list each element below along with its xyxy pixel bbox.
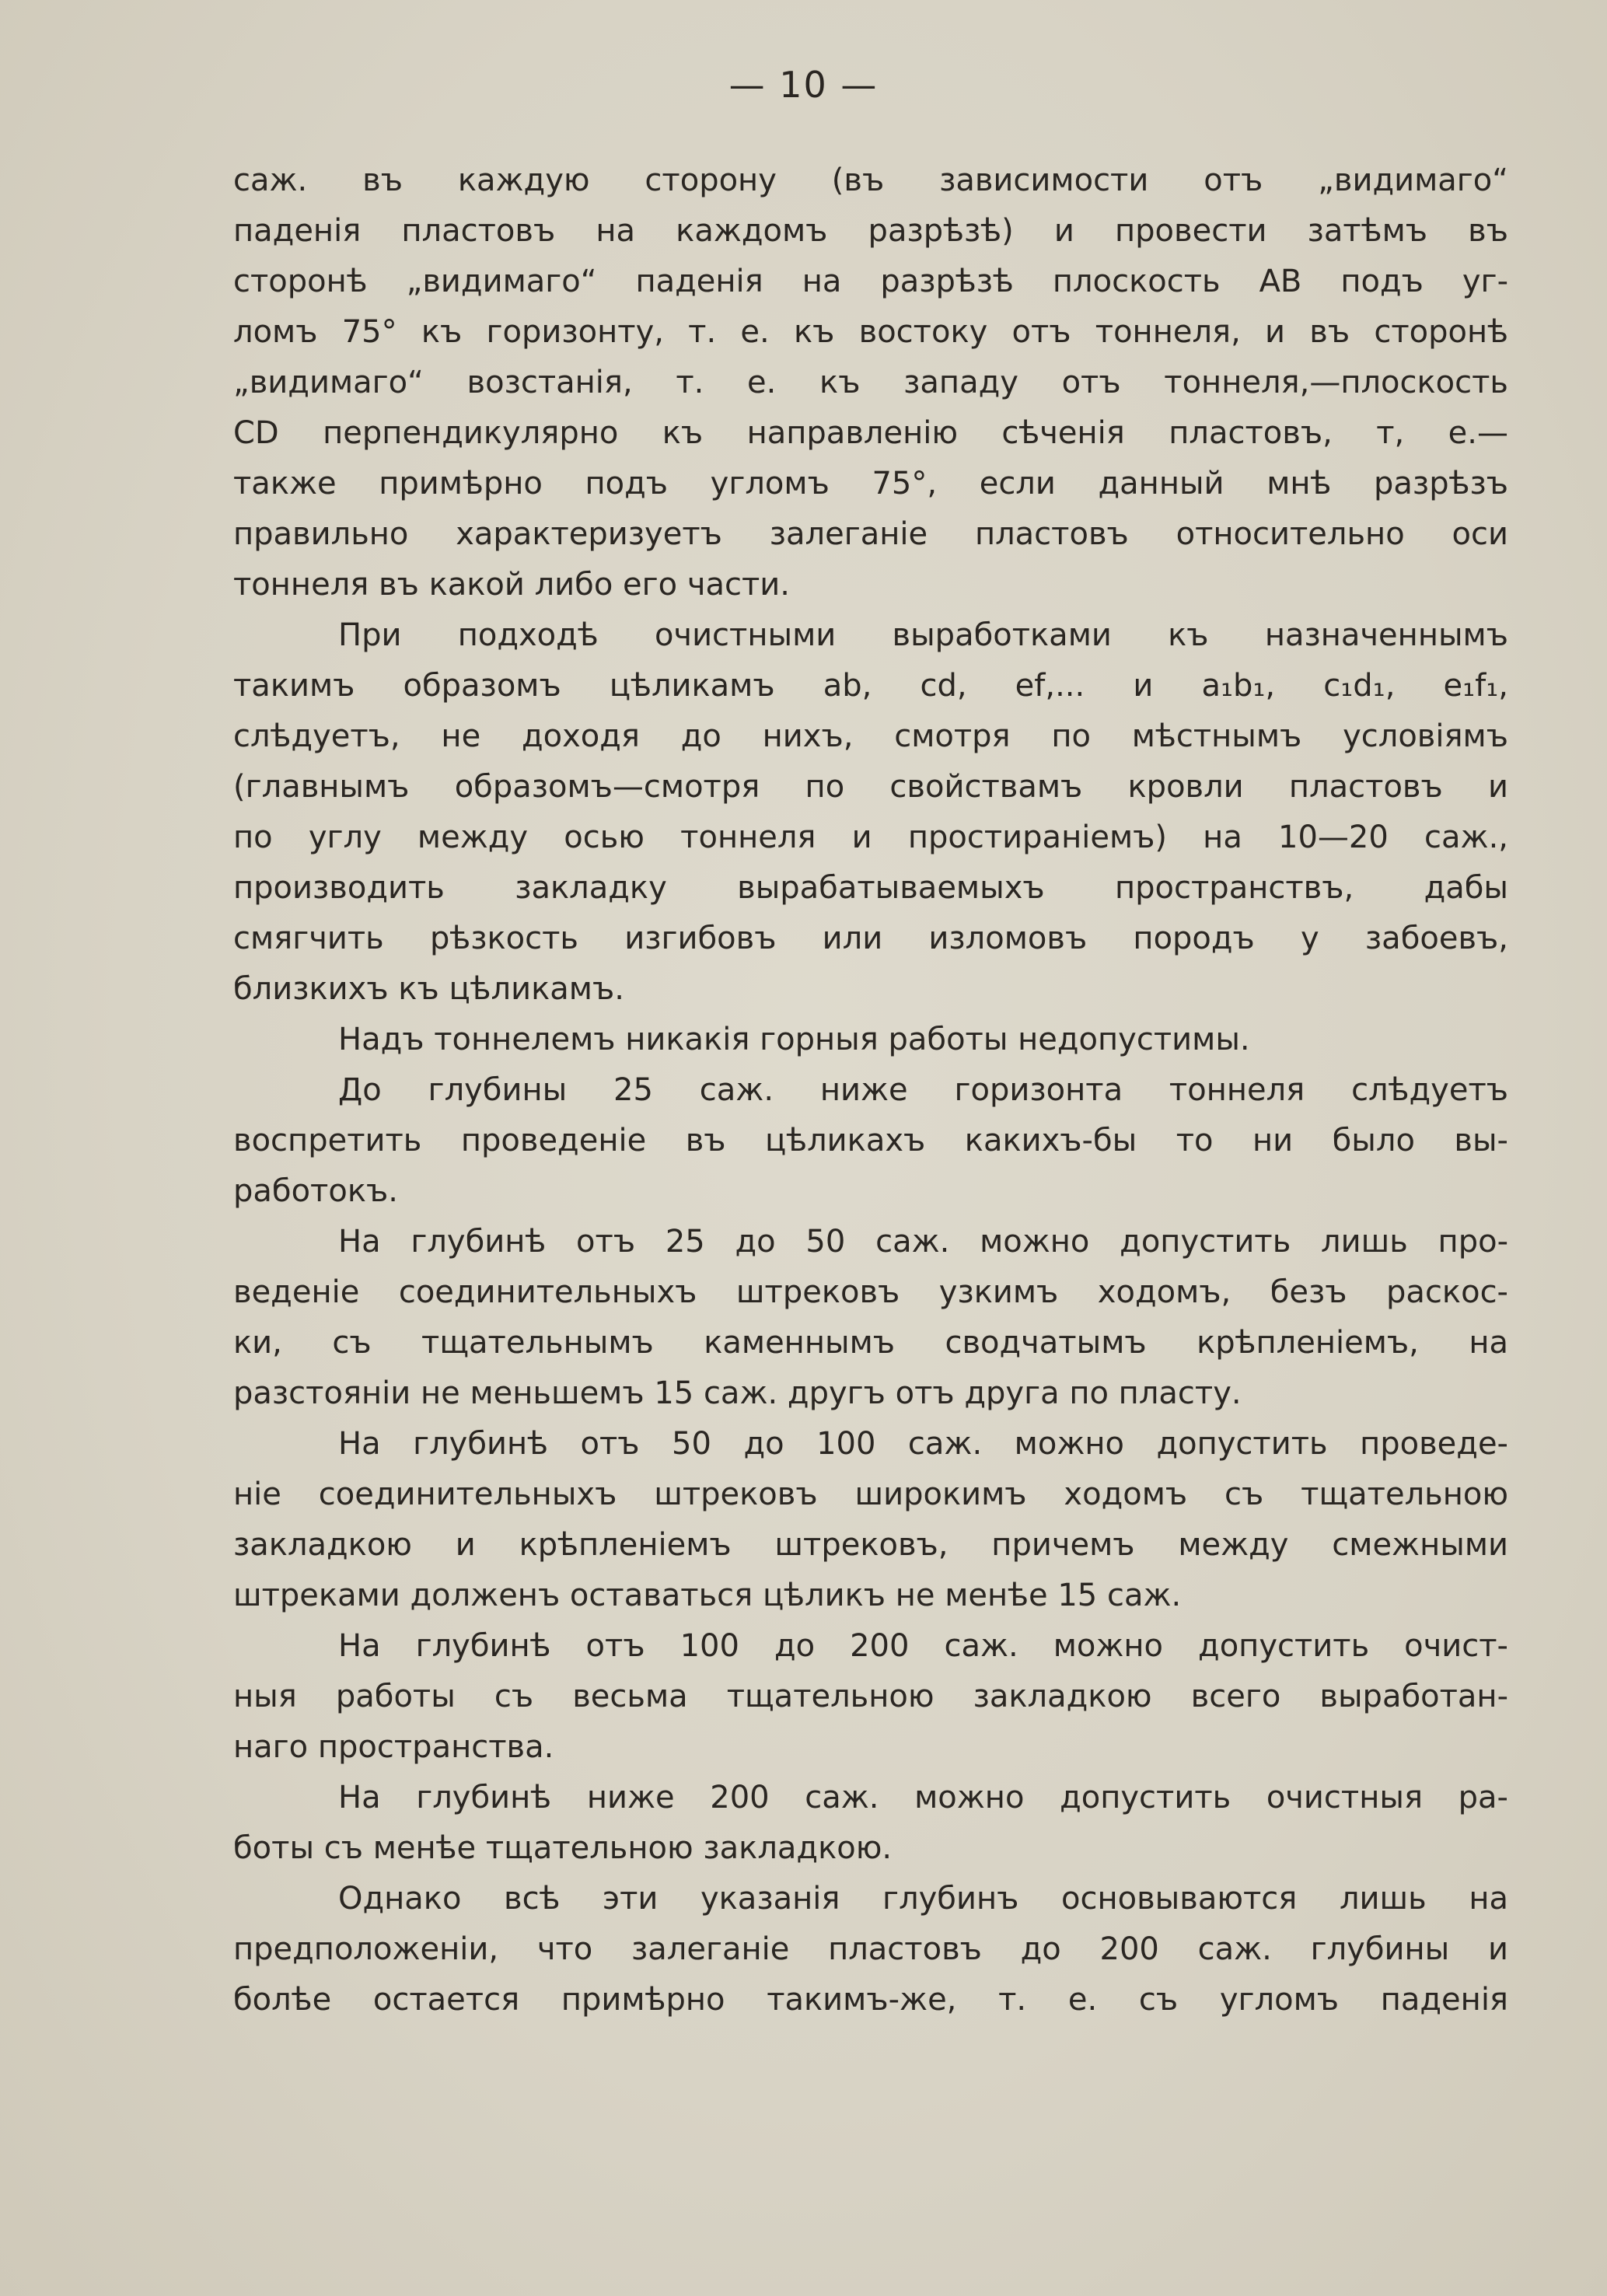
text-line: также примѣрно подъ угломъ 75°, если данный мнѣ разрѣзъ xyxy=(233,466,1508,501)
text-line: близкихъ къ цѣликамъ. xyxy=(233,971,624,1007)
text-line: веденіе соединительныхъ штрековъ узкимъ ходомъ, безъ раскос- xyxy=(233,1274,1508,1310)
text-line: Надъ тоннелемъ никакія горныя работы недопустимы. xyxy=(338,1022,1250,1057)
text-line: смягчить рѣзкость изгибовъ или изломовъ породъ у забоевъ, xyxy=(233,921,1508,956)
text-line: CD перпендикулярно къ направленію сѣченія пластовъ, т, е.— xyxy=(233,415,1508,451)
text-line: До глубины 25 саж. ниже горизонта тоннеля слѣдуетъ xyxy=(338,1072,1508,1108)
text-line: При подходѣ очистными выработками къ назначеннымъ xyxy=(338,617,1508,653)
page-number: — 10 — xyxy=(728,64,879,106)
text-line: ніе соединительныхъ штрековъ широкимъ ходомъ съ тщательною xyxy=(233,1476,1508,1512)
text-line: работокъ. xyxy=(233,1173,398,1209)
text-line: ныя работы съ весьма тщательною закладкою всего выработан- xyxy=(233,1679,1508,1714)
text-line: производить закладку вырабатываемыхъ пространствъ, дабы xyxy=(233,870,1508,906)
text-line: правильно характеризуетъ залеганіе пластовъ относительно оси xyxy=(233,516,1508,552)
text-line: наго пространства. xyxy=(233,1729,554,1765)
text-line: паденія пластовъ на каждомъ разрѣзѣ) и провести затѣмъ въ xyxy=(233,213,1508,249)
text-line: На глубинѣ ниже 200 саж. можно допустить очистныя ра- xyxy=(338,1780,1508,1815)
text-line: саж. въ каждую сторону (въ зависимости отъ „видимаго“ xyxy=(233,163,1508,198)
text-line: ки, съ тщательнымъ каменнымъ сводчатымъ крѣпленіемъ, на xyxy=(233,1325,1508,1361)
text-line: закладкою и крѣпленіемъ штрековъ, причемъ между смежными xyxy=(233,1527,1508,1563)
text-line: такимъ образомъ цѣликамъ ab, cd, ef,... и a₁b₁, c₁d₁, e₁f₁, xyxy=(233,668,1508,704)
text-line: болѣе остается примѣрно такимъ-же, т. е. съ угломъ паденія xyxy=(233,1982,1508,2018)
text-line: воспретить проведеніе въ цѣликахъ какихъ-бы то ни было вы- xyxy=(233,1123,1508,1158)
text-line: (главнымъ образомъ—смотря по свойствамъ кровли пластовъ и xyxy=(233,769,1508,805)
text-line: На глубинѣ отъ 50 до 100 саж. можно допустить проведе- xyxy=(338,1426,1508,1462)
text-line: штреками долженъ оставаться цѣликъ не менѣе 15 саж. xyxy=(233,1578,1182,1613)
text-line: На глубинѣ отъ 25 до 50 саж. можно допустить лишь про- xyxy=(338,1224,1508,1260)
text-line: Однако всѣ эти указанія глубинъ основываются лишь на xyxy=(338,1881,1508,1917)
text-line: ломъ 75° къ горизонту, т. е. къ востоку отъ тоннеля, и въ сторонѣ xyxy=(233,314,1508,350)
text-line: разстояніи не меньшемъ 15 саж. другъ отъ друга по пласту. xyxy=(233,1375,1242,1411)
text-line: по углу между осью тоннеля и простираніемъ) на 10—20 саж., xyxy=(233,820,1508,855)
body-text xyxy=(233,156,1508,2025)
text-line: тоннеля въ какой либо его части. xyxy=(233,567,790,603)
text-line: слѣдуетъ, не доходя до нихъ, смотря по мѣстнымъ условіямъ xyxy=(233,718,1508,754)
text-line: сторонѣ „видимаго“ паденія на разрѣзѣ плоскость AB подъ уг- xyxy=(233,264,1508,299)
text-line: предположеніи, что залеганіе пластовъ до 200 саж. глубины и xyxy=(233,1931,1508,1967)
text-line: боты съ менѣе тщательною закладкою. xyxy=(233,1830,893,1866)
text-line: „видимаго“ возстанія, т. е. къ западу отъ тоннеля,—плоскость xyxy=(233,365,1508,400)
text-line: На глубинѣ отъ 100 до 200 саж. можно допустить очист- xyxy=(338,1628,1508,1664)
